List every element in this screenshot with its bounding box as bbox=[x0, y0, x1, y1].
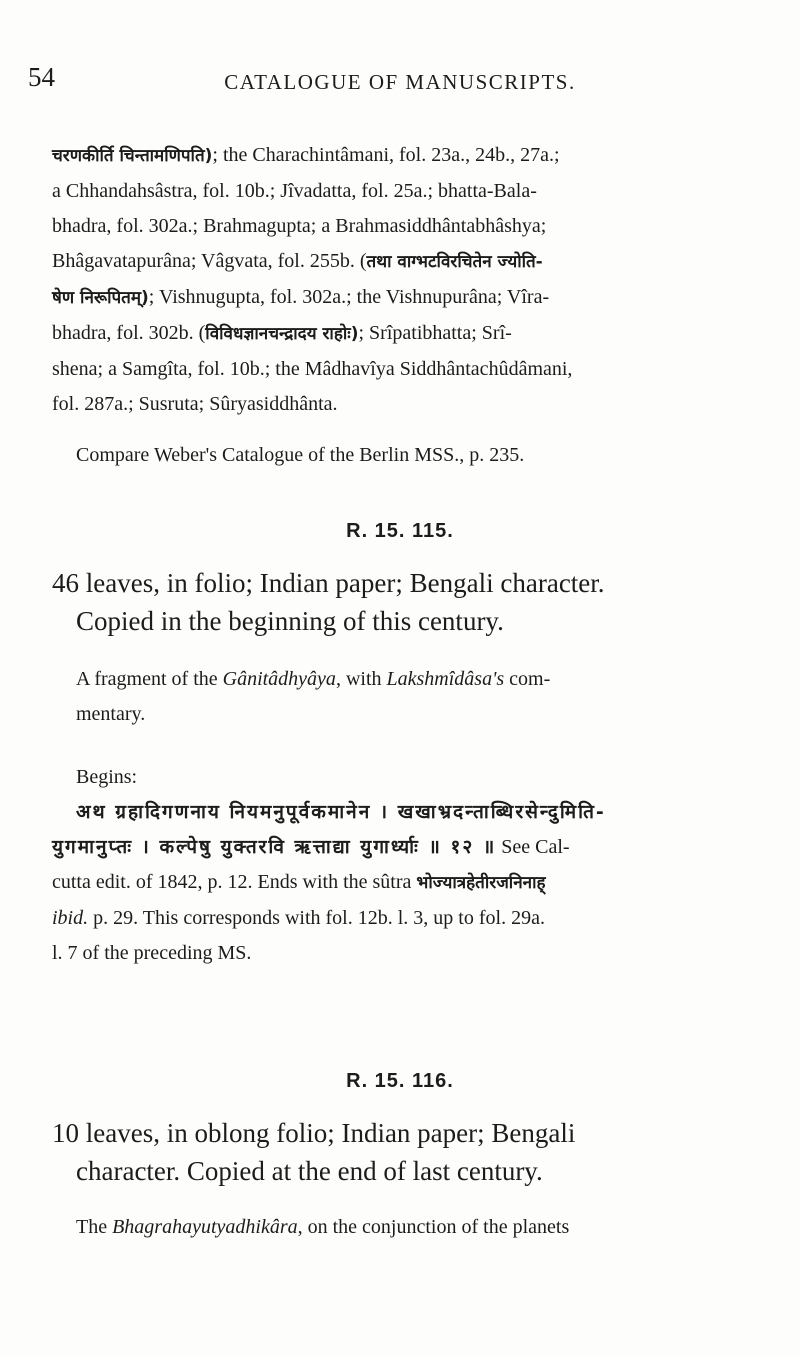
entry-description bbox=[52, 1114, 768, 1190]
entry-note bbox=[52, 662, 768, 732]
text-span: A fragment of the bbox=[76, 668, 223, 690]
paragraph-text bbox=[52, 662, 768, 732]
running-title: CATALOGUE OF MANUSCRIPTS. bbox=[224, 70, 576, 94]
text-span: ; the Charachintâmani, fol. 23a., 24b., 27a.; bbox=[212, 144, 560, 166]
text-span: com- bbox=[504, 668, 551, 690]
continuation-paragraph bbox=[52, 138, 768, 422]
begins-label: Begins: bbox=[76, 766, 138, 788]
text-span: mentary. bbox=[76, 703, 146, 725]
devanagari-text: विविधज्ञानचन्द्रादय राहोः) bbox=[205, 324, 359, 344]
text-span: Copied in the beginning of this century. bbox=[76, 606, 504, 636]
devanagari-text: भोज्यात्रहेतीरजनिनाह् bbox=[416, 873, 546, 893]
work-title: Bhagrahayutyadhikâra bbox=[112, 1216, 298, 1238]
text-span: ; Vishnugupta, fol. 302a.; the Vishnupurâna; Vîra- bbox=[148, 286, 550, 308]
paragraph-text bbox=[52, 138, 768, 422]
text-span: Bhâgavatapurâna; Vâgvata, fol. 255b. ( bbox=[52, 250, 367, 272]
devanagari-text: युगमानुप्तः । कल्पेषु युक्तरवि ऋत्ताद्या युगार्ध्याः ॥ १२ ॥ bbox=[52, 836, 497, 858]
text-span: ; Srîpatibhatta; Srî- bbox=[358, 322, 512, 344]
paragraph-text bbox=[52, 760, 768, 971]
entry-id: R. 15. 115. bbox=[346, 520, 454, 542]
description-text bbox=[52, 1114, 768, 1190]
entry-note bbox=[52, 1210, 768, 1245]
text-span: character. Copied at the end of last century. bbox=[76, 1156, 543, 1186]
text-span: , with bbox=[335, 668, 387, 690]
text-span: 10 leaves, in oblong folio; Indian paper; Bengali bbox=[52, 1118, 576, 1148]
description-text bbox=[52, 564, 768, 640]
text-span: a Chhandahsâstra, fol. 10b.; Jîvadatta, fol. 25a.; bhatta-Bala- bbox=[52, 180, 537, 202]
entry-description bbox=[52, 564, 768, 640]
paragraph-text bbox=[52, 1210, 768, 1245]
devanagari-text: चरणकीर्ति चिन्तामणिपति) bbox=[52, 146, 213, 166]
devanagari-text: तथा वाग्भटविरचितेन ज्योति- bbox=[366, 252, 543, 272]
text-span: The bbox=[76, 1216, 113, 1238]
devanagari-text: अथ ग्रहादिगणनाय नियमनुपूर्वकमानेन । खखाभ्रदन्ताब्धिरसेन्दुमिति- bbox=[76, 801, 606, 823]
text-span: shena; a Samgîta, fol. 10b.; the Mâdhavîya Siddhântachûdâmani, bbox=[52, 358, 573, 380]
text-span: fol. 287a.; Susruta; Sûryasiddhânta. bbox=[52, 393, 338, 415]
text-span: l. 7 of the preceding MS. bbox=[52, 942, 252, 964]
text-span: cutta edit. of 1842, p. 12. Ends with the sûtra bbox=[52, 871, 417, 893]
text-span: 46 leaves, in folio; Indian paper; Bengali character. bbox=[52, 568, 605, 598]
page-number: 54 bbox=[28, 62, 55, 92]
text-span: p. 29. This corresponds with fol. 12b. l. 3, up to fol. 29a. bbox=[88, 907, 545, 929]
begins-section bbox=[52, 760, 768, 971]
text-span: bhadra, fol. 302b. ( bbox=[52, 322, 206, 344]
text-span: bhadra, fol. 302a.; Brahmagupta; a Brahmasiddhântabhâshya; bbox=[52, 215, 547, 237]
compare-note bbox=[52, 438, 768, 473]
devanagari-text: षेण निरूपितम्) bbox=[52, 288, 149, 308]
work-title: Gânitâdhyâya bbox=[222, 668, 336, 690]
entry-id: R. 15. 116. bbox=[346, 1070, 454, 1092]
paragraph-text: Compare Weber's Catalogue of the Berlin MSS., p. 235. bbox=[76, 444, 525, 466]
text-span: , on the conjunction of the planets bbox=[297, 1216, 570, 1238]
text-span: ibid. bbox=[52, 907, 89, 929]
author-name: Lakshmîdâsa's bbox=[386, 668, 505, 690]
text-span: See Cal- bbox=[496, 836, 570, 858]
